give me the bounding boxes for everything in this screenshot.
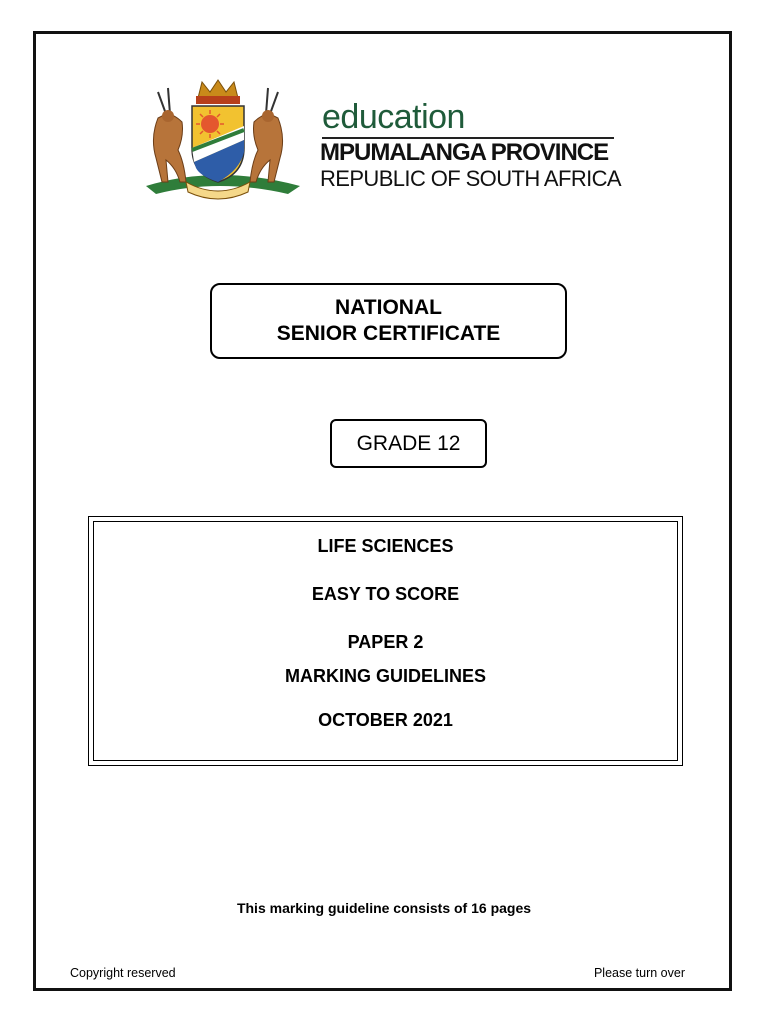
certificate-line-1: NATIONAL xyxy=(335,295,442,319)
series-name: EASY TO SCORE xyxy=(311,584,460,604)
brand-wordmark: education xyxy=(322,98,465,136)
document-type: MARKING GUIDELINES xyxy=(284,666,486,686)
page-count-note: This marking guideline consists of 16 pages xyxy=(236,900,532,916)
province-name: MPUMALANGA PROVINCE xyxy=(320,139,609,166)
subject-box-inner xyxy=(93,521,678,761)
subject-box xyxy=(88,516,683,766)
grade-box xyxy=(330,419,487,468)
turn-over-text: Please turn over xyxy=(593,966,685,980)
subject-name: LIFE SCIENCES xyxy=(317,536,454,556)
paper-number: PAPER 2 xyxy=(347,632,424,652)
coat-of-arms-icon xyxy=(128,78,308,206)
certificate-title-box xyxy=(210,283,567,359)
exam-date: OCTOBER 2021 xyxy=(318,710,453,730)
certificate-line-2: SENIOR CERTIFICATE xyxy=(276,322,501,345)
country-name: REPUBLIC OF SOUTH AFRICA xyxy=(320,166,621,191)
grade-label: GRADE 12 xyxy=(356,431,461,455)
copyright-text: Copyright reserved xyxy=(70,966,176,980)
